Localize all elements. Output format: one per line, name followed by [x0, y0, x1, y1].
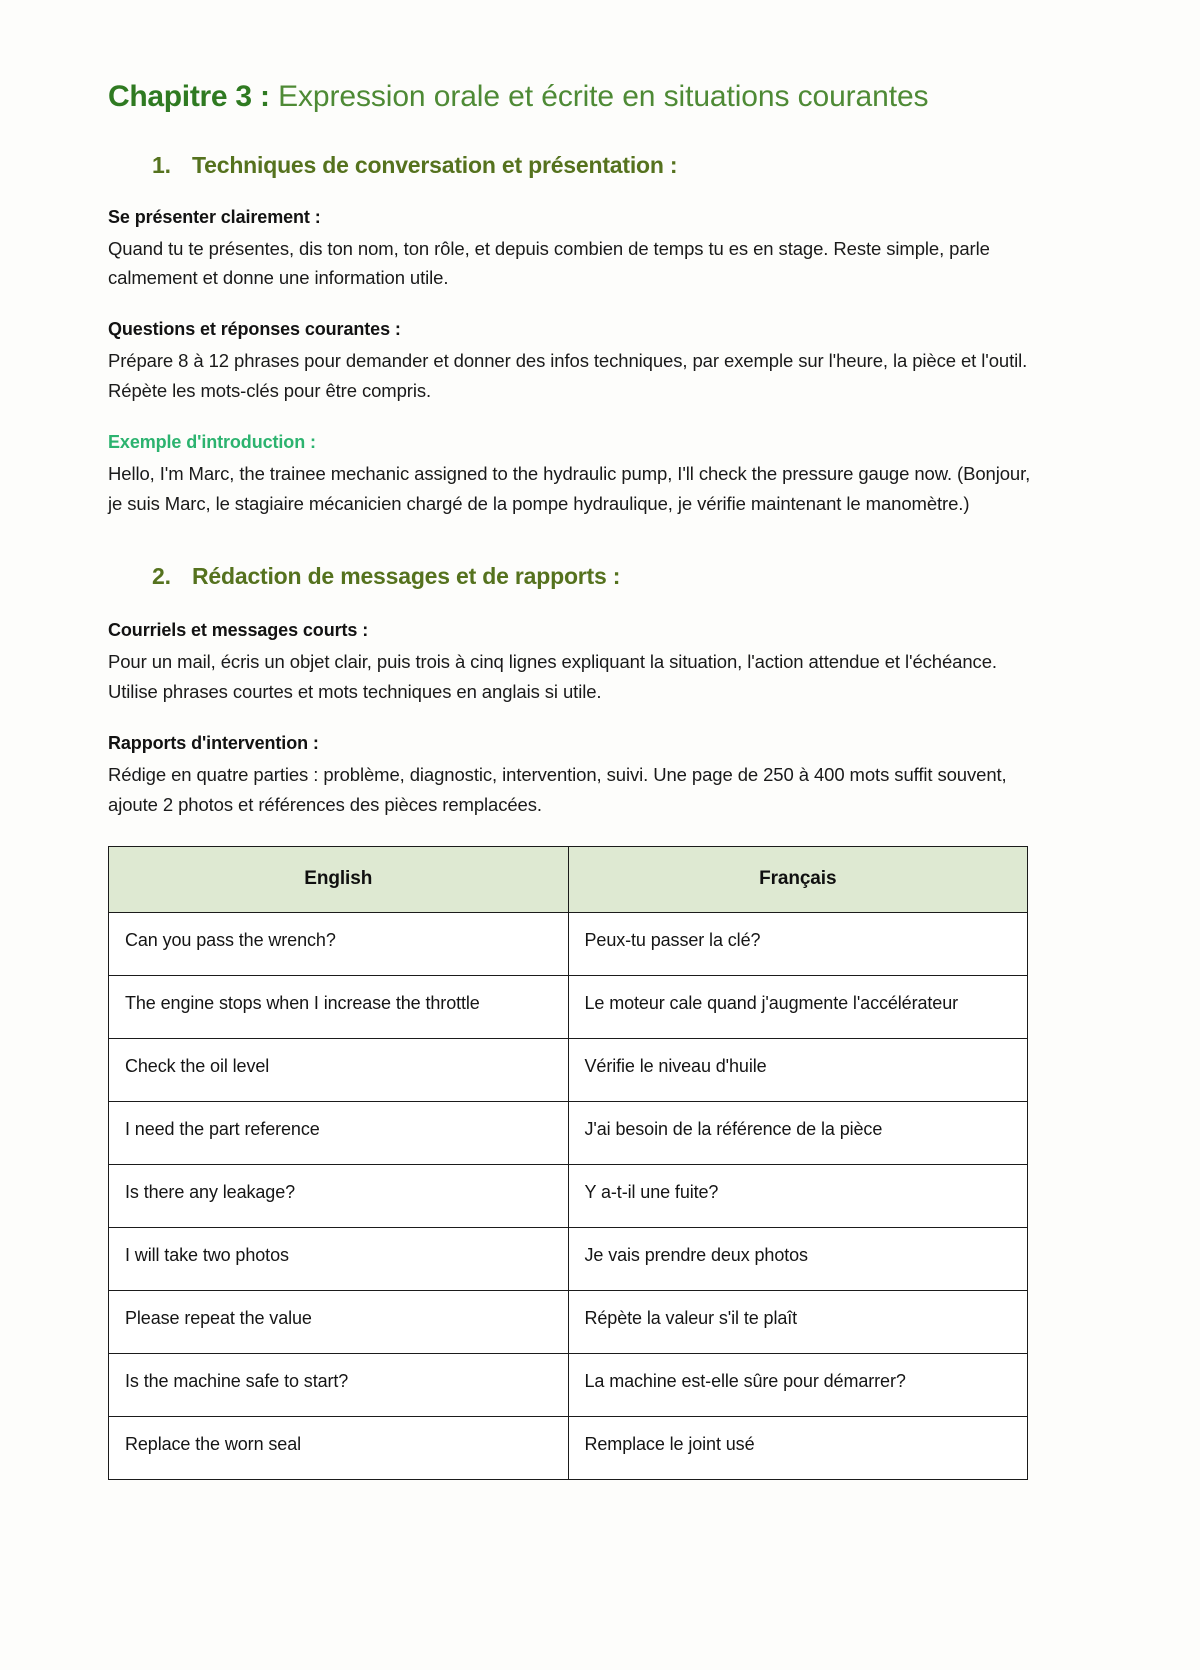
- table-row: [109, 1290, 1028, 1353]
- phrase-table: [108, 846, 1028, 1480]
- table-cell-english: Please repeat the value: [109, 1290, 569, 1353]
- section-heading-2: [152, 563, 1092, 590]
- table-cell-francais: Y a-t-il une fuite?: [568, 1164, 1028, 1227]
- table-cell-english: Check the oil level: [109, 1038, 569, 1101]
- table-cell-english: The engine stops when I increase the throttle: [109, 975, 569, 1038]
- table-row: [109, 912, 1028, 975]
- table-cell-francais: Remplace le joint usé: [568, 1416, 1028, 1479]
- sub-heading: Rapports d'intervention :: [108, 733, 319, 754]
- section-heading-1: [152, 152, 1092, 179]
- table-cell-english: Replace the worn seal: [109, 1416, 569, 1479]
- chapter-subtitle: Expression orale et écrite en situations courantes: [278, 80, 929, 113]
- section-number-2: 2.: [152, 563, 171, 590]
- paragraph-text: Rédige en quatre parties : problème, diagnostic, intervention, suivi. Une page de 250 à 400 mots suffit souvent, ajoute 2 photos et références des pièces remplacées.: [108, 764, 1007, 816]
- table-cell-francais: J'ai besoin de la référence de la pièce: [568, 1101, 1028, 1164]
- paragraph-text: Quand tu te présentes, dis ton nom, ton rôle, et depuis combien de temps tu es en stage. Reste simple, parle calmement et donne une information utile.: [108, 237, 990, 289]
- content-block: [108, 620, 1092, 707]
- table-row: [109, 1101, 1028, 1164]
- content-block: [108, 207, 1092, 294]
- sub-heading: Courriels et messages courts :: [108, 620, 369, 641]
- paragraph-text: Hello, I'm Marc, the trainee mechanic assigned to the hydraulic pump, I'll check the pressure gauge now. (Bonjour, je suis Marc, le stagiaire mécanicien chargé de la pompe hydraulique, je vérifie maintenant le manomètre.): [108, 463, 1031, 515]
- table-row: [109, 1038, 1028, 1101]
- chapter-label: Chapitre 3: [108, 80, 252, 113]
- table-cell-english: Can you pass the wrench?: [109, 912, 569, 975]
- table-cell-francais: Répète la valeur s'il te plaît: [568, 1290, 1028, 1353]
- sub-heading: Questions et réponses courantes :: [108, 319, 401, 340]
- table-header-row: [109, 847, 1028, 913]
- page-title: [108, 78, 1092, 116]
- table-body: [109, 912, 1028, 1479]
- table-cell-english: Is there any leakage?: [109, 1164, 569, 1227]
- table-row: [109, 1353, 1028, 1416]
- table-cell-english: I need the part reference: [109, 1101, 569, 1164]
- table-row: [109, 1164, 1028, 1227]
- sub-heading: Se présenter clairement :: [108, 206, 321, 227]
- table-cell-francais: Je vais prendre deux photos: [568, 1227, 1028, 1290]
- table-cell-francais: Vérifie le niveau d'huile: [568, 1038, 1028, 1101]
- sub-heading-accent: Exemple d'introduction :: [108, 432, 316, 453]
- table-cell-english: I will take two photos: [109, 1227, 569, 1290]
- section-title-1: Techniques de conversation et présentation :: [192, 151, 678, 178]
- section-number-1: 1.: [152, 151, 171, 178]
- paragraph-text: Prépare 8 à 12 phrases pour demander et donner des infos techniques, par exemple sur l'heure, la pièce et l'outil. Répète les mots-clés pour être compris.: [108, 350, 1028, 402]
- paragraph-text: Pour un mail, écris un objet clair, puis trois à cinq lignes expliquant la situation, l'action attendue et l'échéance. Utilise phrases courtes et mots techniques en anglais si utile.: [108, 651, 997, 703]
- table-cell-francais: Peux-tu passer la clé?: [568, 912, 1028, 975]
- table-row: [109, 1416, 1028, 1479]
- table-cell-english: Is the machine safe to start?: [109, 1353, 569, 1416]
- table-cell-francais: Le moteur cale quand j'augmente l'accélérateur: [568, 975, 1028, 1038]
- table-row: [109, 975, 1028, 1038]
- table-cell-francais: La machine est-elle sûre pour démarrer?: [568, 1353, 1028, 1416]
- table-header-english: English: [109, 847, 569, 913]
- table-row: [109, 1227, 1028, 1290]
- content-block: [108, 432, 1092, 519]
- table-header-francais: Français: [568, 847, 1028, 913]
- content-block: [108, 319, 1092, 406]
- chapter-colon: :: [251, 80, 279, 113]
- content-block: [108, 733, 1092, 820]
- section-title-2: Rédaction de messages et de rapports :: [192, 563, 621, 590]
